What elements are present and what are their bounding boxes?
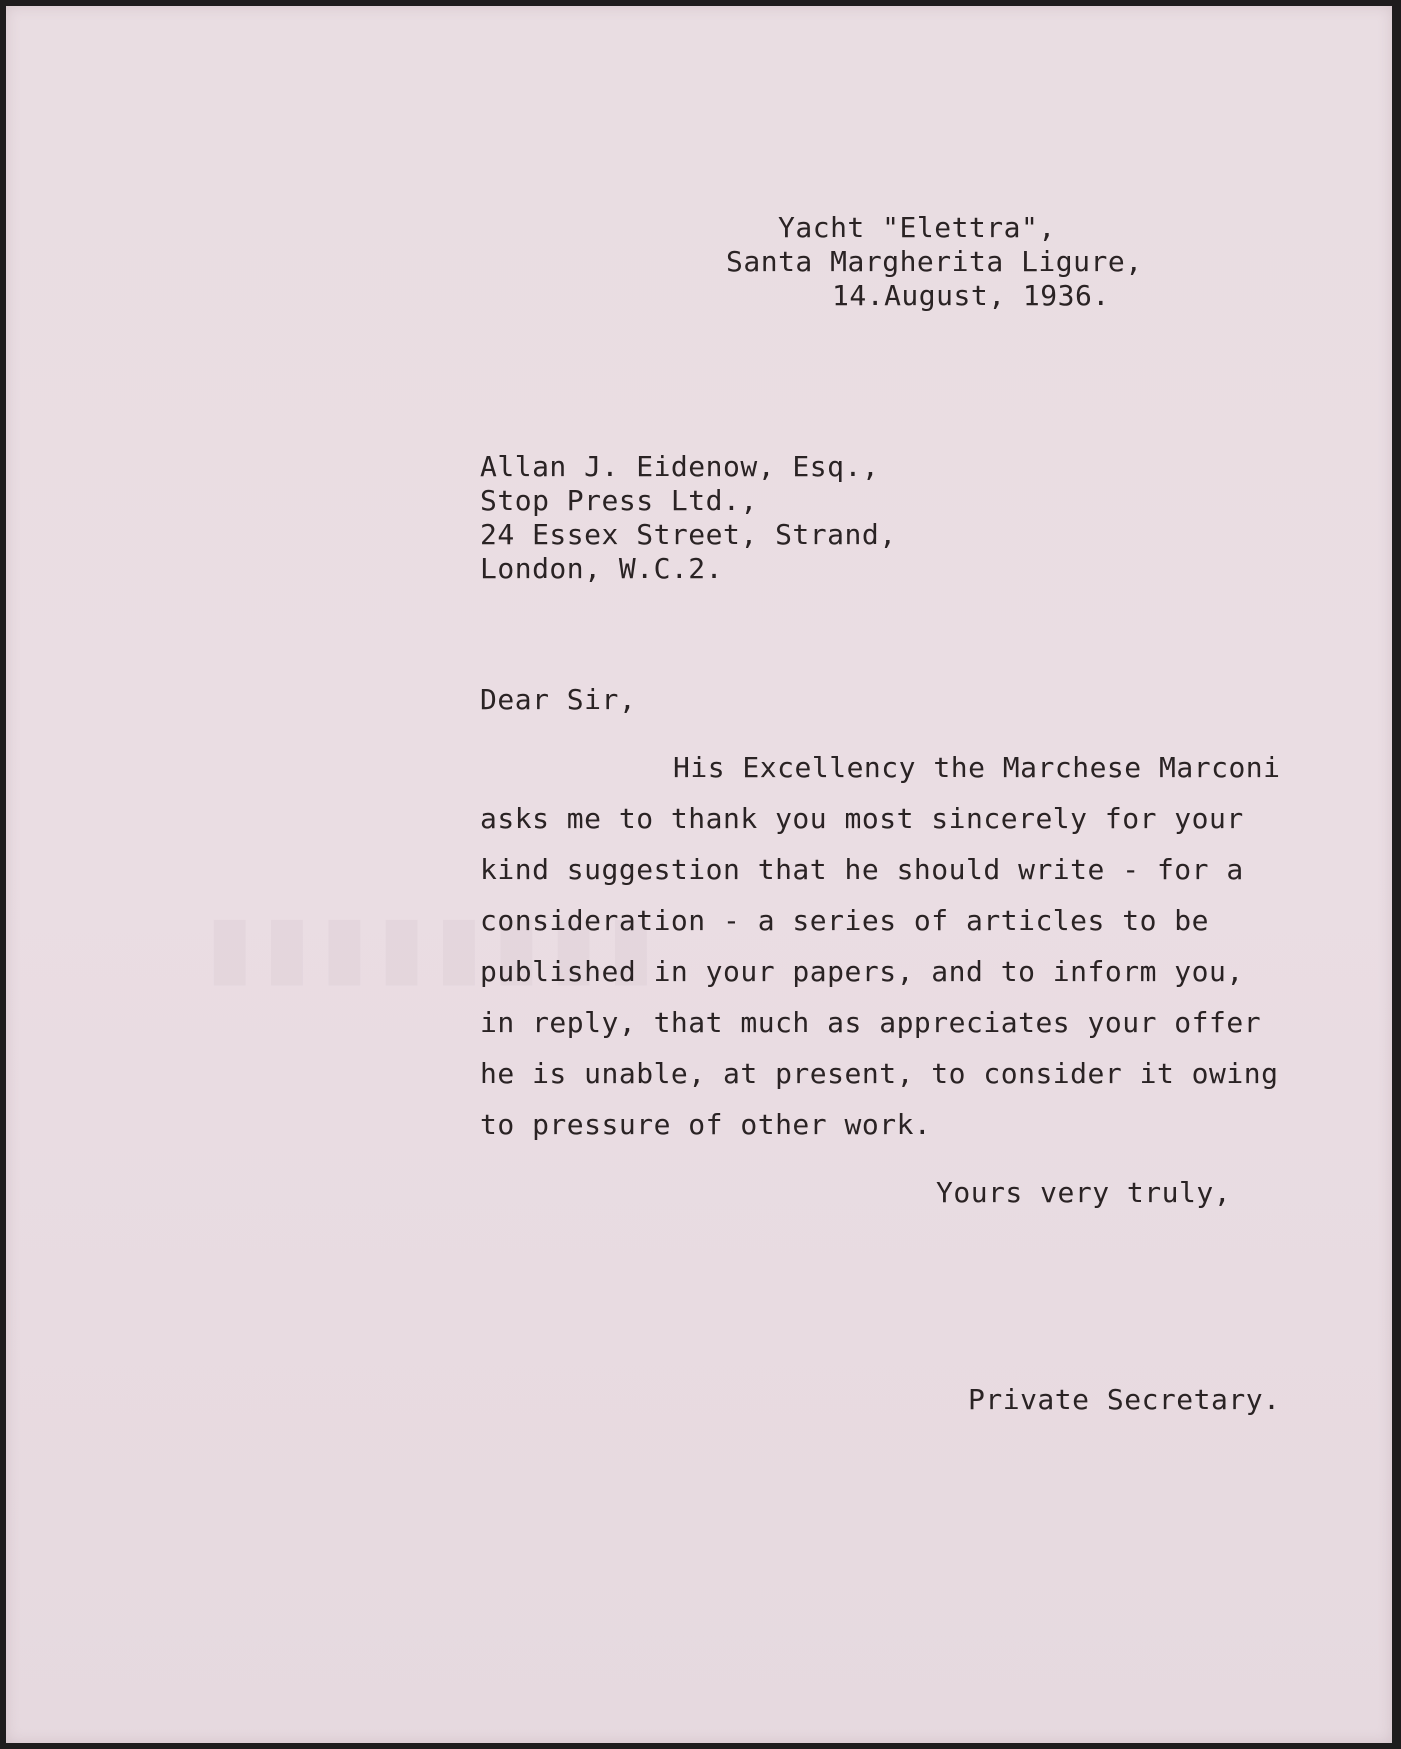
body-line: to pressure of other work.: [480, 1108, 932, 1141]
salutation: Dear Sir,: [480, 683, 637, 716]
recipient-city: London, W.C.2.: [480, 552, 724, 585]
body-line: asks me to thank you most sincerely for your: [480, 802, 1244, 835]
closing: Yours very truly,: [936, 1176, 1232, 1209]
body-line: kind suggestion that he should write - for a: [480, 853, 1244, 886]
body-line: published in your papers, and to inform you,: [480, 955, 1244, 988]
heading-line-place: Santa Margherita Ligure,: [726, 245, 1143, 278]
recipient-company: Stop Press Ltd.,: [480, 484, 758, 517]
recipient-street: 24 Essex Street, Strand,: [480, 518, 897, 551]
body-line: consideration - a series of articles to be: [480, 904, 1210, 937]
letter-page: [6, 6, 1392, 1743]
heading-line-date: 14.August, 1936.: [832, 279, 1110, 312]
body-line: His Excellency the Marchese Marconi: [673, 751, 1281, 784]
body-line: in reply, that much as appreciates your offer: [480, 1006, 1262, 1039]
signature-title: Private Secretary.: [968, 1383, 1281, 1416]
recipient-name: Allan J. Eidenow, Esq.,: [480, 450, 880, 483]
show-through-shadow: ▮▮▮▮▮▮▮▮: [196, 896, 655, 996]
heading-line-yacht: Yacht "Elettra",: [778, 211, 1056, 244]
body-line: he is unable, at present, to consider it owing: [480, 1057, 1279, 1090]
